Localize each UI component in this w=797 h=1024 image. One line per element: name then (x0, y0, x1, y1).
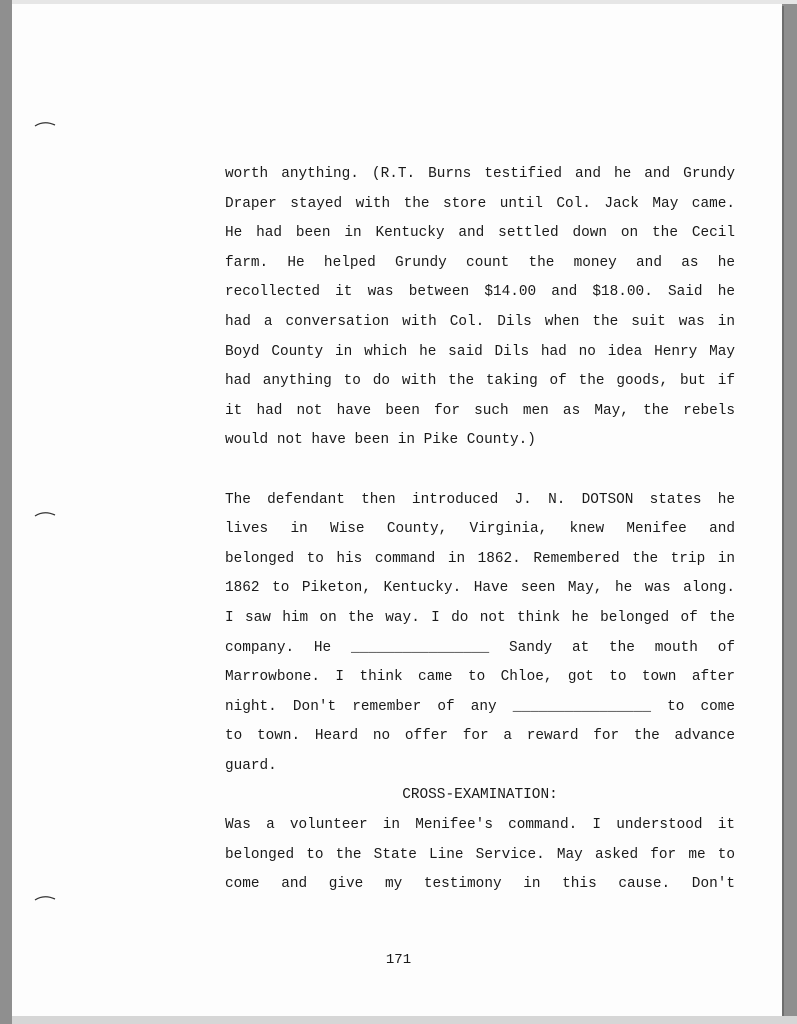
text-line: lives in Wise County, Virginia, knew Menifee and (225, 521, 735, 538)
text-line: 1862 to Piketon, Kentucky. Have seen May, he was along. (225, 580, 735, 597)
text-line: it had not have been for such men as May, the rebels (225, 402, 735, 419)
paragraph-burns-testimony (225, 160, 735, 456)
text-line: The defendant then introduced J. N. DOTSON states he (225, 491, 735, 508)
section-heading: CROSS-EXAMINATION: (402, 787, 558, 804)
text-line: worth anything. (R.T. Burns testified and he and Grundy (225, 166, 735, 182)
text-line: belonged to the State Line Service. May asked for me to (225, 846, 735, 863)
scan-bottom-edge (12, 1016, 797, 1024)
binder-hole-mark-top (34, 120, 56, 128)
text-line: Draper stayed with the store until Col. Jack May came. (225, 195, 735, 212)
text-line: company. He ________________ Sandy at the mouth of (225, 639, 735, 656)
binder-hole-mark-bottom (34, 894, 56, 902)
text-line: guard. (225, 757, 277, 774)
text-line: had a conversation with Col. Dils when the suit was in (225, 313, 735, 330)
text-line: Was a volunteer in Menifee's command. I understood it (225, 817, 735, 834)
text-line: night. Don't remember of any ________________ to come (225, 698, 735, 715)
text-line: farm. He helped Grundy count the money and as he (225, 254, 735, 271)
text-line: He had been in Kentucky and settled down on the Cecil (225, 225, 735, 242)
text-line: Marrowbone. I think came to Chloe, got to town after (225, 669, 735, 686)
text-line: Boyd County in which he said Dils had no idea Henry May (225, 343, 735, 360)
text-line: belonged to his command in 1862. Remembered the trip in (225, 550, 735, 567)
text-line: had anything to do with the taking of the goods, but if (225, 373, 735, 390)
text-line: recollected it was between $14.00 and $18.00. Said he (225, 284, 735, 301)
binder-hole-mark-middle (34, 510, 56, 518)
page-number: 171 (385, 952, 412, 968)
text-line: I saw him on the way. I do not think he belonged of the (225, 609, 735, 626)
text-line: to town. Heard no offer for a reward for the advance (225, 728, 735, 745)
paragraph-dotson-testimony (225, 486, 735, 782)
text-line: come and give my testimony in this cause. Don't (225, 876, 735, 893)
text-line: would not have been in Pike County.) (225, 432, 536, 449)
paragraph-cross-examination (225, 811, 735, 900)
body-text (225, 160, 735, 900)
